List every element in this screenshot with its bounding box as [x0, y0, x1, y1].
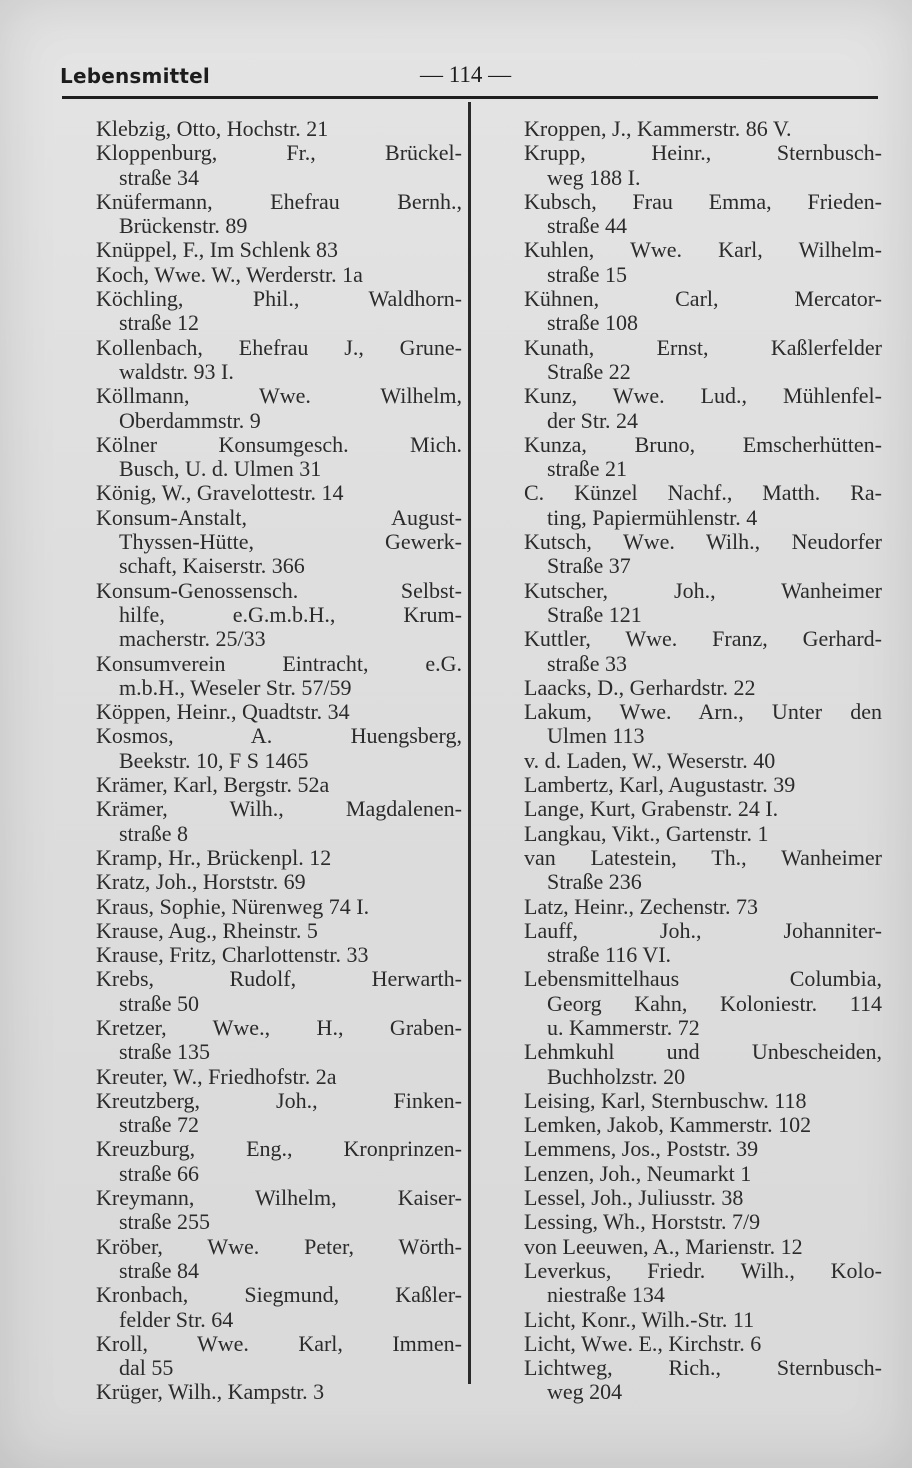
directory-entry	[524, 1356, 882, 1405]
directory-entry	[96, 117, 462, 141]
header-rule	[62, 96, 878, 99]
entry-line: Kraus, Sophie, Nürenweg 74 I.	[96, 893, 370, 919]
directory-entry	[96, 773, 462, 797]
entry-line: Klebzig, Otto, Hochstr. 21	[96, 116, 329, 141]
entry-line: Kühnen, Carl, Mercator-	[524, 287, 882, 312]
directory-entry	[96, 336, 462, 385]
directory-entry	[524, 481, 882, 530]
entry-line: Krupp, Heinr., Sternbusch-	[524, 141, 882, 166]
entry-continuation: straße 66	[119, 1160, 200, 1186]
entry-line: Konsum-Anstalt, August-	[96, 505, 462, 530]
entry-continuation: straße 33	[547, 650, 628, 676]
directory-entry	[96, 190, 462, 239]
directory-entry	[96, 846, 462, 870]
directory-entry	[524, 1137, 882, 1161]
entry-continuation: weg 204	[547, 1379, 623, 1405]
entry-line: Kroppen, J., Kammerstr. 86 V.	[524, 116, 792, 141]
entry-line: Kroll, Wwe. Karl, Immen-	[96, 1331, 462, 1356]
entry-line: Lebensmittelhaus Columbia,	[524, 967, 882, 992]
entry-continuation: Georg Kahn, Koloniestr. 114	[547, 991, 882, 1016]
entry-line: Kutsch, Wwe. Wilh., Neudorfer	[524, 530, 882, 555]
directory-entry	[524, 895, 882, 919]
directory-entry	[96, 384, 462, 433]
entry-continuation: straße 116 VI.	[547, 942, 672, 968]
directory-entry	[524, 749, 882, 773]
directory-entry	[96, 238, 462, 262]
entry-continuation: straße 72	[119, 1112, 200, 1138]
directory-entry	[96, 652, 462, 701]
entry-continuation: niestraße 134	[547, 1282, 665, 1308]
entry-continuation: felder Str. 64	[119, 1306, 234, 1332]
entry-line: Kreymann, Wilhelm, Kaiser-	[96, 1186, 462, 1211]
entry-line: Konsum-Genossensch. Selbst-	[96, 578, 462, 603]
entry-line: Köllmann, Wwe. Wilhelm,	[96, 384, 462, 409]
entry-continuation: schaft, Kaiserstr. 366	[119, 553, 305, 579]
entry-line: Lange, Kurt, Grabenstr. 24 I.	[524, 796, 779, 822]
directory-entry	[524, 238, 882, 287]
entry-continuation: Buchholzstr. 20	[547, 1063, 686, 1089]
entry-continuation: straße 8	[119, 820, 189, 846]
entry-continuation: straße 108	[547, 310, 639, 336]
section-title: Lebensmittel	[60, 64, 210, 88]
page-number: — 114 —	[420, 62, 512, 87]
entry-line: Koch, Wwe. W., Werderstr. 1a	[96, 261, 363, 287]
entry-line: Köppen, Heinr., Quadtstr. 34	[96, 699, 350, 725]
entry-continuation: dal 55	[119, 1355, 174, 1381]
directory-entry	[524, 579, 882, 628]
entry-line: Krause, Aug., Rheinstr. 5	[96, 917, 318, 943]
directory-entry	[524, 1040, 882, 1089]
directory-entry	[524, 1162, 882, 1186]
directory-entry	[524, 336, 882, 385]
entry-line: Kubsch, Frau Emma, Frieden-	[524, 189, 882, 214]
directory-entry	[524, 773, 882, 797]
directory-entry	[96, 263, 462, 287]
entry-line: Lauff, Joh., Johanniter-	[524, 918, 882, 943]
entry-line: Krause, Fritz, Charlottenstr. 33	[96, 942, 369, 968]
directory-entry	[96, 1065, 462, 1089]
left-column	[96, 117, 462, 1405]
entry-continuation: straße 44	[547, 213, 628, 239]
entry-continuation: straße 255	[119, 1209, 211, 1235]
directory-entry	[96, 943, 462, 967]
directory-entry	[524, 1259, 882, 1308]
entry-line: Kosmos, A. Huengsberg,	[96, 724, 462, 749]
page-header	[60, 58, 880, 94]
entry-line: Kronbach, Siegmund, Kaßler-	[96, 1283, 462, 1308]
directory-entry	[524, 1235, 882, 1259]
directory-entry	[96, 141, 462, 190]
entry-line: Kreuzburg, Eng., Kronprinzen-	[96, 1137, 462, 1162]
entry-continuation: weg 188 I.	[547, 164, 641, 190]
directory-entry	[524, 676, 882, 700]
entry-continuation: ting, Papiermühlenstr. 4	[547, 504, 758, 530]
entry-line: Knüppel, F., Im Schlenk 83	[96, 237, 339, 263]
directory-entry	[96, 287, 462, 336]
entry-line: Kreutzberg, Joh., Finken-	[96, 1088, 462, 1113]
entry-continuation: Beekstr. 10, F S 1465	[119, 747, 309, 773]
entry-line: Konsumverein Eintracht, e.G.	[96, 651, 462, 676]
directory-entry	[96, 700, 462, 724]
entry-line: Kretzer, Wwe., H., Graben-	[96, 1015, 462, 1040]
directory-entry	[524, 700, 882, 749]
entry-line: C. Künzel Nachf., Matth. Ra-	[524, 481, 882, 506]
directory-entry	[96, 1089, 462, 1138]
entry-line: Knüfermann, Ehefrau Bernh.,	[96, 189, 462, 214]
entry-continuation: hilfe, e.G.m.b.H., Krum-	[119, 602, 462, 627]
entry-line: Lambertz, Karl, Augustastr. 39	[524, 772, 796, 798]
directory-entry	[524, 846, 882, 895]
directory-entry	[96, 967, 462, 1016]
entry-line: Kröber, Wwe. Peter, Wörth-	[96, 1234, 462, 1259]
directory-entry	[524, 530, 882, 579]
entry-line: Kloppenburg, Fr., Brückel-	[96, 141, 462, 166]
directory-entry	[96, 433, 462, 482]
entry-continuation: Straße 37	[547, 553, 631, 579]
entry-continuation: Brückenstr. 89	[119, 213, 248, 239]
entry-line: Lichtweg, Rich., Sternbusch-	[524, 1356, 882, 1381]
directory-entry	[524, 117, 882, 141]
entry-line: Kramp, Hr., Brückenpl. 12	[96, 844, 332, 870]
entry-line: Kollenbach, Ehefrau J., Grune-	[96, 335, 462, 360]
entry-line: Kunz, Wwe. Lud., Mühlenfel-	[524, 384, 882, 409]
entry-continuation: m.b.H., Weseler Str. 57/59	[119, 674, 352, 700]
directory-entry	[524, 822, 882, 846]
directory-entry	[96, 1283, 462, 1332]
entry-line: Langkau, Vikt., Gartenstr. 1	[524, 820, 769, 846]
directory-entry	[524, 1186, 882, 1210]
directory-entry	[524, 141, 882, 190]
entry-line: Kuttler, Wwe. Franz, Gerhard-	[524, 627, 882, 652]
directory-entry	[96, 506, 462, 579]
entry-line: Leising, Karl, Sternbuschw. 118	[524, 1087, 807, 1113]
entry-line: Licht, Konr., Wilh.-Str. 11	[524, 1306, 755, 1332]
entry-line: Krüger, Wilh., Kampstr. 3	[96, 1379, 325, 1405]
directory-entry	[524, 967, 882, 1040]
directory-entry	[524, 1308, 882, 1332]
entry-continuation: waldstr. 93 I.	[119, 358, 234, 384]
entry-line: Lessing, Wh., Horststr. 7/9	[524, 1209, 761, 1235]
directory-entry	[96, 1380, 462, 1404]
entry-line: v. d. Laden, W., Weserstr. 40	[524, 747, 776, 773]
directory-entry	[524, 1332, 882, 1356]
directory-entry	[524, 1113, 882, 1137]
entry-line: Lenzen, Joh., Neumarkt 1	[524, 1160, 752, 1186]
entry-line: Kutscher, Joh., Wanheimer	[524, 578, 882, 603]
directory-entry	[96, 1332, 462, 1381]
entry-continuation: straße 15	[547, 261, 628, 287]
directory-entry	[524, 627, 882, 676]
entry-continuation: straße 12	[119, 310, 200, 336]
directory-entry	[96, 579, 462, 652]
entry-line: Krämer, Karl, Bergstr. 52a	[96, 772, 330, 798]
entry-line: von Leeuwen, A., Marienstr. 12	[524, 1233, 803, 1259]
entry-line: Leverkus, Friedr. Wilh., Kolo-	[524, 1258, 882, 1283]
directory-entry	[96, 1137, 462, 1186]
directory-entry	[96, 724, 462, 773]
entry-continuation: Straße 121	[547, 601, 642, 627]
entry-line: Licht, Wwe. E., Kirchstr. 6	[524, 1330, 762, 1356]
entry-line: Lemmens, Jos., Poststr. 39	[524, 1136, 759, 1162]
entry-continuation: straße 84	[119, 1257, 200, 1283]
directory-entry	[96, 895, 462, 919]
entry-line: Kölner Konsumgesch. Mich.	[96, 432, 462, 457]
entry-continuation: macherstr. 25/33	[119, 626, 266, 652]
entry-line: Lemken, Jakob, Kammerstr. 102	[524, 1112, 812, 1138]
directory-entry	[96, 919, 462, 943]
directory-entry	[524, 919, 882, 968]
directory-entry	[524, 797, 882, 821]
directory-entry	[524, 433, 882, 482]
entry-continuation: straße 34	[119, 164, 200, 190]
directory-entry	[524, 190, 882, 239]
entry-continuation: Thyssen-Hütte, Gewerk-	[119, 530, 462, 555]
directory-entry	[96, 797, 462, 846]
entry-line: Laacks, D., Gerhardstr. 22	[524, 674, 756, 700]
entry-line: Kunza, Bruno, Emscherhütten-	[524, 432, 882, 457]
entry-continuation: der Str. 24	[547, 407, 639, 433]
entry-line: Kreuter, W., Friedhofstr. 2a	[96, 1063, 337, 1089]
entry-line: Krebs, Rudolf, Herwarth-	[96, 967, 462, 992]
right-column	[524, 117, 882, 1405]
entry-continuation: straße 50	[119, 990, 200, 1016]
entry-line: Kratz, Joh., Horststr. 69	[96, 869, 306, 895]
directory-entry	[96, 870, 462, 894]
entry-line: Lehmkuhl und Unbescheiden,	[524, 1040, 882, 1065]
directory-entry	[524, 287, 882, 336]
entry-continuation: Straße 22	[547, 358, 631, 384]
entry-line: Lessel, Joh., Juliusstr. 38	[524, 1185, 744, 1211]
entry-continuation: straße 135	[119, 1039, 211, 1065]
entry-line: Köchling, Phil., Waldhorn-	[96, 287, 462, 312]
entry-continuation: Busch, U. d. Ulmen 31	[119, 456, 322, 482]
entry-line: Kunath, Ernst, Kaßlerfelder	[524, 335, 882, 360]
directory-entry	[96, 1235, 462, 1284]
entry-line: Kuhlen, Wwe. Karl, Wilhelm-	[524, 238, 882, 263]
entry-continuation: straße 21	[547, 456, 628, 482]
entry-continuation: Straße 236	[547, 869, 642, 895]
directory-entry	[524, 1210, 882, 1234]
directory-entry	[96, 1186, 462, 1235]
entry-line: van Latestein, Th., Wanheimer	[524, 845, 882, 870]
directory-entry	[524, 384, 882, 433]
entry-line: Lakum, Wwe. Arn., Unter den	[524, 700, 882, 725]
entry-continuation: u. Kammerstr. 72	[547, 1014, 700, 1040]
entry-continuation: Oberdammstr. 9	[119, 407, 261, 433]
column-divider	[468, 102, 471, 1384]
directory-entry	[96, 481, 462, 505]
entry-line: König, W., Gravelottestr. 14	[96, 480, 344, 506]
directory-entry	[96, 1016, 462, 1065]
entry-line: Krämer, Wilh., Magdalenen-	[96, 797, 462, 822]
entry-continuation: Ulmen 113	[547, 723, 645, 749]
directory-entry	[524, 1089, 882, 1113]
entry-line: Latz, Heinr., Zechenstr. 73	[524, 893, 758, 919]
